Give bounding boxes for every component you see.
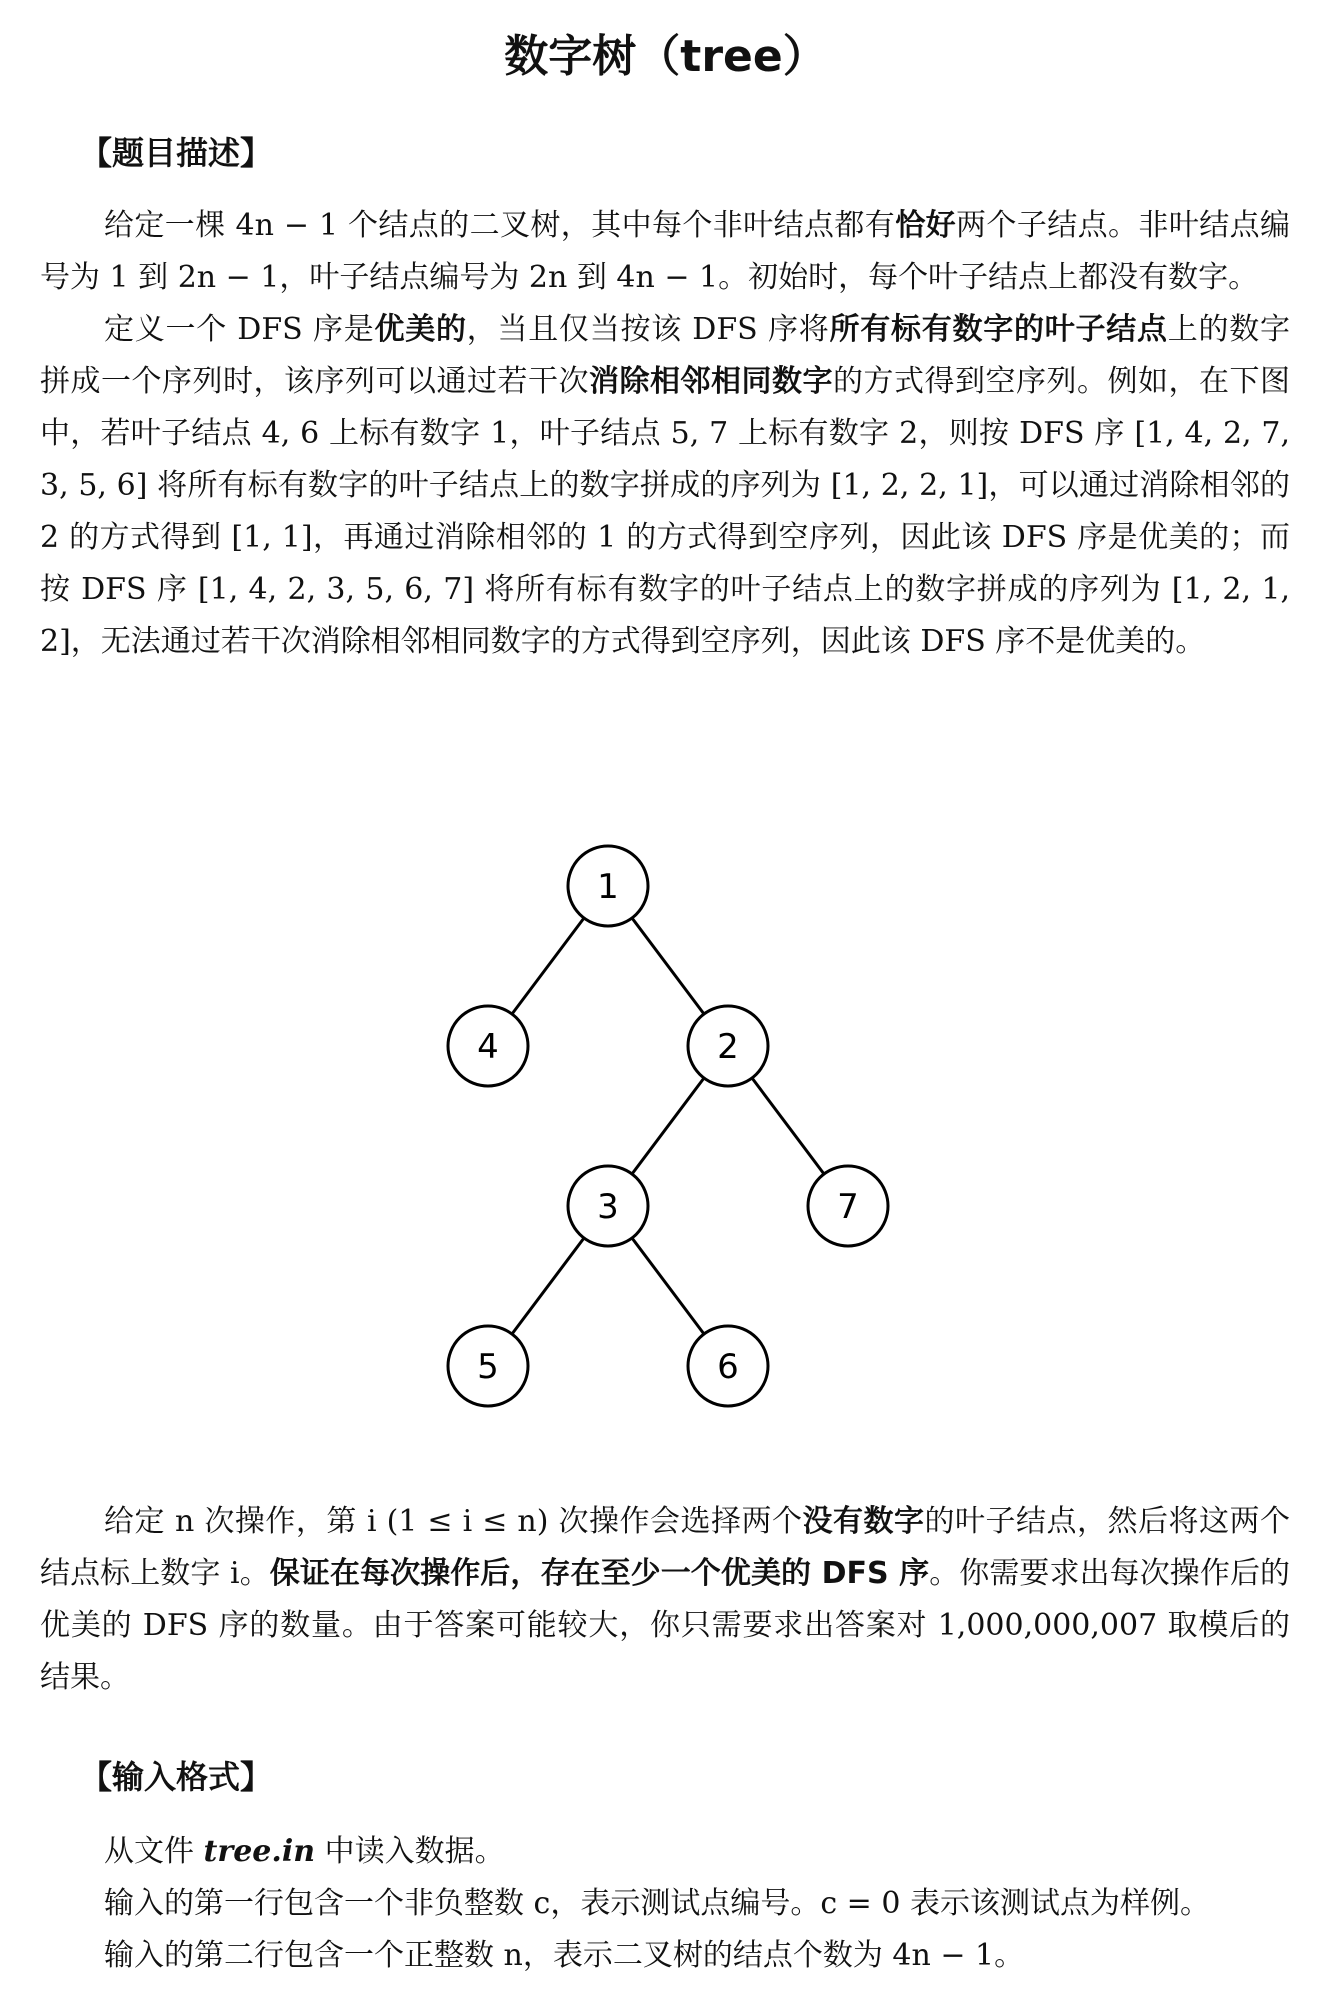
tree-edge-3-6 bbox=[632, 1238, 704, 1334]
input-line-1: 从文件 tree.in 中读入数据。 bbox=[104, 1834, 505, 1869]
page-title: 数字树（tree） bbox=[504, 31, 827, 82]
tree-edge-3-5 bbox=[512, 1238, 584, 1334]
tree-node-label: 7 bbox=[837, 1187, 859, 1227]
section-heading-description: 【题目描述】 bbox=[80, 134, 273, 172]
emphasis-beautiful: 优美的 bbox=[374, 312, 467, 347]
paragraph-3: 给定 n 次操作，第 i (1 ≤ i ≤ n) 次操作会选择两个没有数字的叶子结点，然后将这两个结点标上数字 i。保证在每次操作后，存在至少一个优美的 DFS 序。你需要求出每次操作后的优美的 DFS 序的数量。由于答案可能较大，你只需要求出答案对 1,000,000,007 取模后的结果。 bbox=[40, 1504, 1291, 1695]
paragraph-1: 给定一棵 4n − 1 个结点的二叉树，其中每个非叶结点都有恰好两个子结点。非叶结点编号为 1 到 2n − 1，叶子结点编号为 2n 到 4n − 1。初始时，每个叶子结点上都没有数字。 bbox=[40, 208, 1291, 295]
tree-node-label: 2 bbox=[717, 1027, 739, 1067]
emphasis-no-number: 没有数字 bbox=[802, 1504, 925, 1539]
operations-text bbox=[40, 1496, 1290, 1704]
tree-node-label: 5 bbox=[477, 1347, 499, 1387]
tree-edge-1-4 bbox=[512, 918, 584, 1014]
emphasis-eliminate: 消除相邻相同数字 bbox=[589, 364, 833, 399]
tree-node-3 bbox=[568, 1166, 648, 1246]
tree-node-5 bbox=[448, 1326, 528, 1406]
emphasis-exactly: 恰好 bbox=[895, 208, 957, 243]
tree-edge-1-2 bbox=[632, 918, 704, 1014]
emphasis-guarantee: 保证在每次操作后，存在至少一个优美的 DFS 序 bbox=[269, 1556, 930, 1591]
tree-node-label: 6 bbox=[717, 1347, 739, 1387]
tree-node-4 bbox=[448, 1006, 528, 1086]
emphasis-labeled-leaves: 所有标有数字的叶子结点 bbox=[829, 312, 1168, 347]
tree-node-2 bbox=[688, 1006, 768, 1086]
tree-node-7 bbox=[808, 1166, 888, 1246]
tree-node-label: 3 bbox=[597, 1187, 619, 1227]
section-heading-input: 【输入格式】 bbox=[80, 1758, 273, 1796]
tree-node-1 bbox=[568, 846, 648, 926]
input-line-2: 输入的第一行包含一个非负整数 c，表示测试点编号。c = 0 表示该测试点为样例。 bbox=[104, 1886, 1210, 1921]
paragraph-2: 定义一个 DFS 序是优美的，当且仅当按该 DFS 序将所有标有数字的叶子结点上的数字拼成一个序列时，该序列可以通过若干次消除相邻相同数字的方式得到空序列。例如，在下图中，若叶子结点 4, 6 上标有数字 1，叶子结点 5, 7 上标有数字 2，则按 DFS 序 [1, 4, 2, 7, 3, 5, 6] 将所有标有数字的叶子结点上的数字拼成的序列为 [1, 2, 2, 1]，可以通过消除相邻的 2 的方式得到 [1, 1]，再通过消除相邻的 1 的方式得到空序列，因此该 DFS 序是优美的；而按 DFS 序 [1, 4, 2, 3, 5, 6, 7] 将所有标有数字的叶子结点上的数字拼成的序列为 [1, 2, 1, 2]，无法通过若干次消除相邻相同数字的方式得到空序列，因此该 DFS 序不是优美的。 bbox=[40, 312, 1290, 659]
input-line-3: 输入的第二行包含一个正整数 n，表示二叉树的结点个数为 4n − 1。 bbox=[104, 1938, 1025, 1973]
input-filename: tree.in bbox=[203, 1834, 316, 1869]
tree-node-label: 4 bbox=[477, 1027, 499, 1067]
tree-node-6 bbox=[688, 1326, 768, 1406]
tree-node-label: 1 bbox=[597, 867, 619, 907]
tree-edge-2-3 bbox=[632, 1078, 704, 1174]
tree-edge-2-7 bbox=[752, 1078, 824, 1174]
